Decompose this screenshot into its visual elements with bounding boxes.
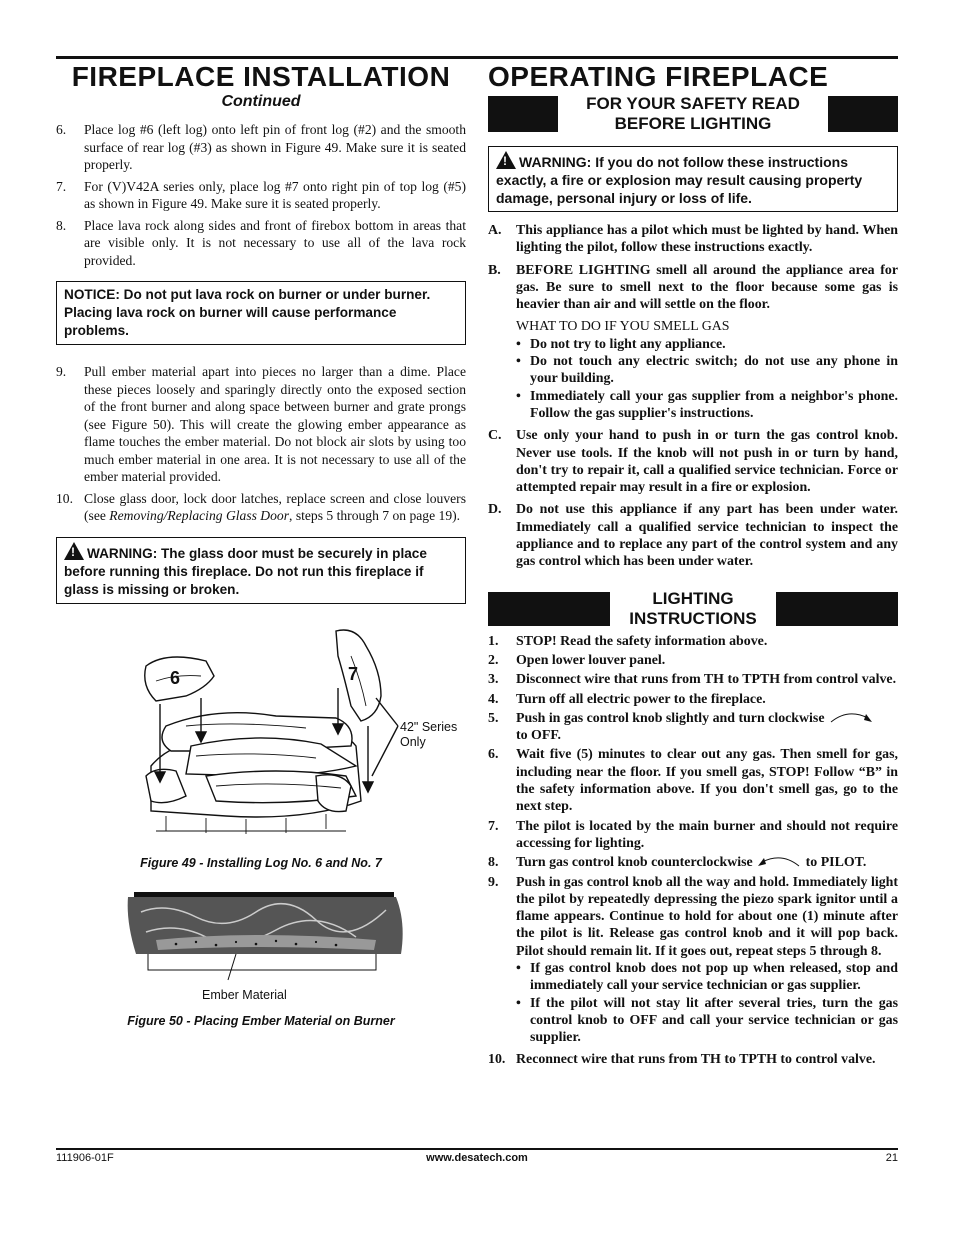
heading-bar-right: [828, 96, 898, 132]
counterclockwise-arrow-icon: [756, 854, 802, 868]
list-item: • Immediately call your gas supplier from a neighbor's phone. Follow the gas supplier's instructions.: [488, 388, 898, 423]
safety-heading: FOR YOUR SAFETY READ BEFORE LIGHTING: [586, 94, 800, 133]
list-item: 6. Place log #6 (left log) onto left pin of front log (#2) and the smooth surface of rear log (#3) as shown in Figure 49. Make sure it is seated properly.: [56, 122, 466, 172]
ember-material-illustration: [56, 892, 466, 992]
left-column: [56, 62, 466, 1028]
figure-49: [56, 626, 466, 856]
list-item: 7. The pilot is located by the main burner and should not require accessing for lighting.: [488, 818, 898, 851]
right-column: [488, 62, 898, 1071]
list-item: 4. Turn off all electric power to the fireplace.: [488, 691, 766, 707]
figure-50-caption: Figure 50 - Placing Ember Material on Burner: [127, 1013, 395, 1028]
list-item: • Do not try to light any appliance.: [488, 336, 898, 353]
safety-warning-box: !WARNING: If you do not follow these instructions exactly, a fire or explosion may result causing property damage, personal injury or loss of life.: [488, 146, 898, 212]
safety-heading-bar: [488, 94, 898, 134]
section-title-operating: OPERATING FIREPLACE: [488, 61, 829, 92]
list-item: A. This appliance has a pilot which must be lighted by hand. When lighting the pilot, follow these instructions exactly.: [488, 223, 898, 256]
series-note: 42" Series Only: [400, 719, 458, 749]
list-item: B. BEFORE LIGHTING smell all around the appliance area for gas. Be sure to smell next to the floor because some gas is heavier than air and will settle on the floor.: [488, 262, 898, 313]
list-item: 5. Push in gas control knob slightly and turn clockwise to OFF.: [488, 710, 898, 745]
page-number: 21: [885, 1152, 898, 1164]
clockwise-arrow-icon: [828, 710, 874, 724]
list-item: 2. Open lower louver panel.: [488, 652, 666, 668]
list-item: 9. Push in gas control knob all the way and hold. Immediately light the pilot by repeatedly depressing the piezo spark ignitor until a flame appears. Continue to hold for about one (1) minute after the pilot is lit. Release gas control knob and it will pop back. Pilot should remain lit. If it goes out, repeat steps 5 through 8.: [488, 874, 898, 959]
list-item: 3. Disconnect wire that runs from TH to TPTH from control valve.: [488, 672, 897, 688]
section-title-installation: FIREPLACE INSTALLATION: [71, 61, 451, 92]
smell-gas-heading: WHAT TO DO IF YOU SMELL GAS: [516, 319, 730, 335]
list-item: 6. Wait five (5) minutes to clear out any gas. Then smell for gas, including near the floor. If you smell gas, STOP! Follow “B” in the safety information above. If you don't smell gas, go to the next step.: [488, 747, 898, 815]
notice-box: NOTICE: Do not put lava rock on burner or under burner. Placing lava rock on burner will cause performance problems.: [56, 281, 466, 345]
steps-list-a: [56, 121, 466, 269]
steps-list-b: [56, 363, 466, 525]
list-item: C. Use only your hand to push in or turn the gas control knob. Never use tools. If the knob will not push in or turn by hand, don't try to repair it, call a qualified service technician. Force or attempted repair may result in a fire or explosion.: [488, 428, 898, 496]
figure-50: [56, 892, 466, 1002]
log-7-label: 7: [348, 663, 359, 684]
bottom-rule: [56, 1148, 898, 1150]
glass-warning-box: !WARNING: The glass door must be securely in place before running this fireplace. Do not run this fireplace if glass is missing or broken.: [56, 537, 466, 604]
heading-bar-left: [488, 96, 558, 132]
doc-number: 111906-01F: [56, 1152, 114, 1164]
list-item: 1. STOP! Read the safety information above.: [488, 633, 768, 649]
list-item: 8. Place lava rock along sides and front of firebox bottom in areas that are visible only. It is not necessary to use all of the lava rock provided.: [56, 217, 466, 268]
ember-material-label: Ember Material: [202, 987, 287, 1002]
warning-triangle-icon: [64, 542, 84, 560]
lighting-steps: [488, 633, 898, 1069]
list-item: 7. For (V)V42A series only, place log #7 onto right pin of top log (#5) as shown in Figure 49. Make sure it is seated properly.: [56, 178, 466, 211]
list-item: 8. Turn gas control knob counterclockwise to PILOT.: [488, 855, 867, 871]
safety-items: [488, 222, 898, 571]
list-item: 10. Close glass door, lock door latches, replace screen and close louvers (see Removing/Replacing Glass Door, steps 5 through 7 on page 19).: [56, 490, 466, 523]
lighting-heading-bar: [488, 589, 898, 629]
list-item: 9. Pull ember material apart into pieces no larger than a dime. Place these pieces loosely and sparingly directly onto the exposed section of the front burner and along space between burner and grate prongs (see Figure 50). This will create the glowing ember appearance as flame touches the ember material. Do not block air slots by using too much ember material in one area. It is not necessary to use all of the ember material provided.: [56, 364, 466, 484]
list-item: 10. Reconnect wire that runs from TH to TPTH to control valve.: [488, 1052, 876, 1068]
website: www.desatech.com: [426, 1152, 528, 1164]
log-6-label: 6: [170, 667, 181, 688]
list-item: D. Do not use this appliance if any part has been under water. Immediately call a qualified service technician to inspect the appliance and to replace any part of the control system and any gas control which has been under water.: [488, 502, 898, 570]
heading-bar-left: [488, 592, 610, 626]
figure-49-caption: Figure 49 - Installing Log No. 6 and No. 7: [140, 855, 382, 870]
list-item: • If gas control knob does not pop up when released, stop and immediately call your service technician or gas supplier.: [488, 960, 898, 995]
list-item: • Do not touch any electric switch; do not use any phone in your building.: [488, 353, 898, 388]
top-rule: [56, 56, 898, 59]
lighting-heading: LIGHTING INSTRUCTIONS: [629, 588, 757, 628]
warning-triangle-icon: [496, 151, 516, 169]
list-item: • If the pilot will not stay lit after several tries, turn the gas control knob to OFF and call your service technician or gas supplier.: [488, 995, 898, 1047]
heading-bar-right: [776, 592, 898, 626]
continued-label: Continued: [221, 93, 301, 110]
